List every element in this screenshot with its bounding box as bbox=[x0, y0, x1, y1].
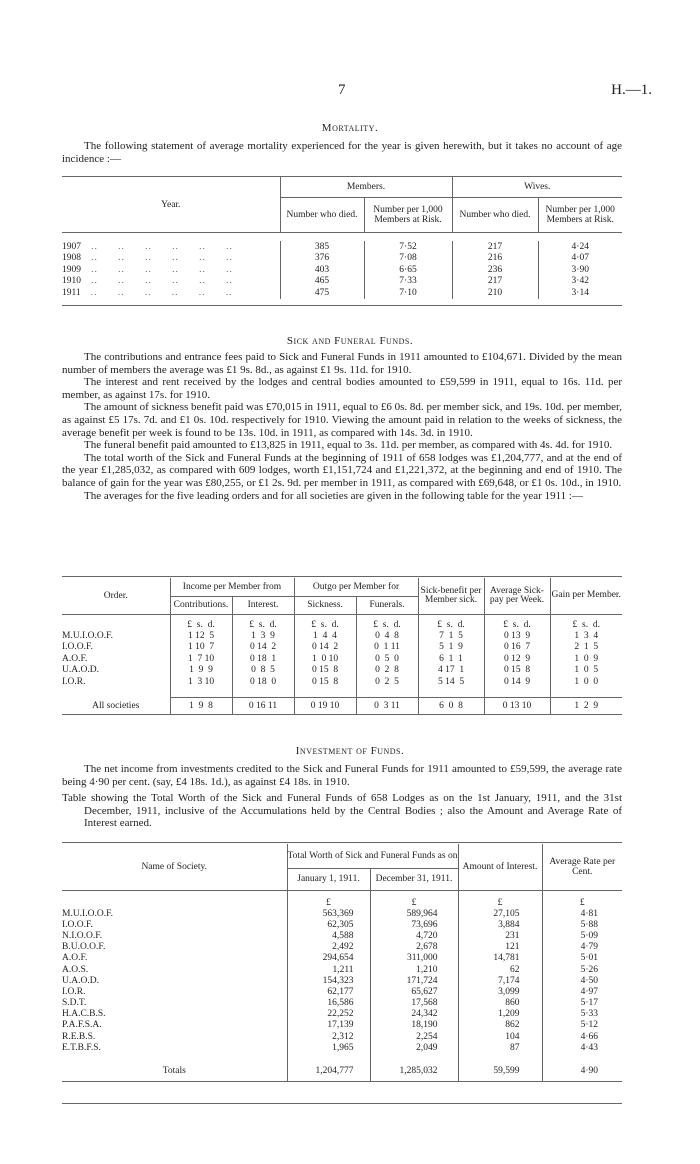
value-cell: 0 14 2 bbox=[232, 642, 294, 654]
society-name: I.O.R. bbox=[62, 986, 86, 997]
units-row bbox=[62, 614, 622, 630]
society-name-cell bbox=[62, 1031, 287, 1042]
amount-cell: 3,884 bbox=[458, 919, 542, 930]
wives-died-cell: 236 bbox=[452, 264, 538, 276]
society-name: B.U.O.O.F. bbox=[62, 942, 106, 953]
value-cell: 0 2 8 bbox=[356, 665, 418, 677]
units-cell: £ s. d. bbox=[484, 614, 550, 630]
value-cell: 1 3 10 bbox=[170, 676, 232, 688]
members-rate-cell: 7·10 bbox=[364, 287, 452, 299]
table-row bbox=[62, 1020, 622, 1031]
society-name: S.D.T. bbox=[62, 998, 87, 1009]
amount-cell: 1,209 bbox=[458, 1009, 542, 1020]
year-cell bbox=[62, 276, 280, 288]
year-value: 1909 bbox=[62, 264, 81, 275]
order-name-cell bbox=[62, 653, 170, 665]
society-name-cell bbox=[62, 919, 287, 930]
group-wives: Wives. bbox=[452, 177, 622, 197]
blank-cell bbox=[62, 890, 287, 908]
spacer-row bbox=[62, 1053, 622, 1061]
value-cell: 2 1 5 bbox=[550, 642, 622, 654]
amount-cell: 59,599 bbox=[458, 1061, 542, 1081]
december-cell: 65,627 bbox=[370, 986, 458, 997]
col-society-name: Name of Society. bbox=[141, 862, 208, 872]
rule bbox=[62, 1081, 622, 1082]
january-cell: 154,323 bbox=[287, 975, 370, 986]
order-name: I.O.O.F. bbox=[62, 642, 93, 653]
society-name: N.I.O.O.F. bbox=[62, 930, 103, 941]
rate-cell: 4·43 bbox=[542, 1042, 622, 1053]
pound-cell: £ bbox=[542, 890, 622, 908]
december-cell: 1,210 bbox=[370, 964, 458, 975]
units-cell: £ s. d. bbox=[232, 614, 294, 630]
rate-cell: 5·09 bbox=[542, 930, 622, 941]
units-cell: £ s. d. bbox=[170, 614, 232, 630]
value-cell: 0 19 10 bbox=[294, 698, 356, 714]
value-cell: 0 15 8 bbox=[294, 665, 356, 677]
order-name-cell bbox=[62, 630, 170, 642]
blank-cell bbox=[356, 688, 418, 698]
rule bbox=[62, 576, 622, 577]
wives-rate-cell: 3·90 bbox=[538, 264, 622, 276]
table-row bbox=[62, 919, 622, 930]
value-cell: 1 0 10 bbox=[294, 653, 356, 665]
wives-rate-cell: 4·07 bbox=[538, 253, 622, 265]
table-row bbox=[62, 986, 622, 997]
society-name-cell bbox=[62, 953, 287, 964]
society-name: P.A.F.S.A. bbox=[62, 1020, 102, 1031]
investment-rows bbox=[62, 890, 622, 1081]
value-cell: 0 14 9 bbox=[484, 676, 550, 688]
january-cell: 22,252 bbox=[287, 1009, 370, 1020]
rule bbox=[62, 305, 622, 306]
units-cell: £ s. d. bbox=[418, 614, 484, 630]
order-name: A.O.F. bbox=[62, 653, 88, 664]
january-cell: 1,965 bbox=[287, 1042, 370, 1053]
table-row bbox=[62, 287, 622, 299]
value-cell: 1 3 4 bbox=[550, 630, 622, 642]
society-name-cell bbox=[62, 1020, 287, 1031]
value-cell: 1 12 5 bbox=[170, 630, 232, 642]
year-value: 1907 bbox=[62, 241, 81, 252]
sick-paragraph-3: The amount of sickness benefit paid was £70,015 in 1911, equal to £6 0s. 8d. per member sick, and 19s. 10d. per member, as against £5 17s. 7d. and £1 0s. 10d. respectively for 1910. Viewing the amount paid in relation to the weeks of sickness, the average benefit per week is found to be 13s. 10d. in 1911, as compared with 14s. 3d. in 1910. bbox=[62, 401, 622, 439]
value-cell: 7 1 5 bbox=[418, 630, 484, 642]
year-cell bbox=[62, 287, 280, 299]
col-funerals: Funerals. bbox=[356, 596, 418, 614]
all-societies-row bbox=[62, 698, 622, 714]
leader-dots: .. .. .. .. .. .. bbox=[81, 276, 233, 287]
december-cell: 2,049 bbox=[370, 1042, 458, 1053]
value-cell: 0 18 0 bbox=[232, 676, 294, 688]
pound-cell: £ bbox=[287, 890, 370, 908]
december-cell: 4,720 bbox=[370, 930, 458, 941]
rate-cell: 5·88 bbox=[542, 919, 622, 930]
year-value: 1911 bbox=[62, 287, 81, 298]
january-cell: 563,369 bbox=[287, 908, 370, 919]
col-order: Order. bbox=[103, 591, 128, 601]
mortality-heading: Mortality. bbox=[321, 122, 379, 134]
table-row bbox=[62, 665, 622, 677]
sick-funds-text bbox=[62, 351, 622, 502]
table-row bbox=[62, 1042, 622, 1053]
december-cell: 18,190 bbox=[370, 1020, 458, 1031]
table-row bbox=[62, 653, 622, 665]
table-row bbox=[62, 241, 622, 253]
blank-cell bbox=[232, 688, 294, 698]
december-cell: 2,678 bbox=[370, 942, 458, 953]
mortality-intro bbox=[62, 140, 622, 165]
society-name: E.T.B.F.S. bbox=[62, 1042, 101, 1053]
group-members: Members. bbox=[280, 177, 452, 197]
value-cell: 0 8 5 bbox=[232, 665, 294, 677]
december-cell: 2,254 bbox=[370, 1031, 458, 1042]
order-name-cell bbox=[62, 665, 170, 677]
january-cell: 1,204,777 bbox=[287, 1061, 370, 1081]
blank-cell bbox=[542, 1053, 622, 1061]
blank-cell bbox=[370, 1053, 458, 1061]
value-cell: 0 18 1 bbox=[232, 653, 294, 665]
col-gain: Gain per Member. bbox=[550, 578, 622, 614]
order-name: I.O.R. bbox=[62, 676, 86, 687]
group-income: Income per Member from bbox=[170, 578, 294, 596]
order-name: M.U.I.O.O.F. bbox=[62, 630, 113, 641]
amount-cell: 14,781 bbox=[458, 953, 542, 964]
blank-cell bbox=[418, 688, 484, 698]
value-cell: 1 9 8 bbox=[170, 698, 232, 714]
table-row bbox=[62, 642, 622, 654]
col-wives-died: Number who died. bbox=[452, 197, 538, 233]
table-row bbox=[62, 908, 622, 919]
amount-cell: 104 bbox=[458, 1031, 542, 1042]
all-societies-label: All societies bbox=[92, 700, 140, 711]
table-row bbox=[62, 975, 622, 986]
january-cell: 16,586 bbox=[287, 998, 370, 1009]
col-wives-rate: Number per 1,000 Members at Risk. bbox=[538, 197, 622, 233]
rule bbox=[62, 890, 622, 891]
society-name-cell bbox=[62, 1042, 287, 1053]
amount-cell: 87 bbox=[458, 1042, 542, 1053]
table-row bbox=[62, 953, 622, 964]
rate-cell: 4·79 bbox=[542, 942, 622, 953]
pound-cell: £ bbox=[370, 890, 458, 908]
society-name-cell bbox=[62, 986, 287, 997]
december-cell: 589,964 bbox=[370, 908, 458, 919]
year-cell bbox=[62, 253, 280, 265]
society-name: A.O.F. bbox=[62, 953, 88, 964]
wives-died-cell: 217 bbox=[452, 241, 538, 253]
sick-funds-heading: Sick and Funeral Funds. bbox=[286, 335, 414, 347]
society-name-cell bbox=[62, 908, 287, 919]
sick-paragraph-4: The funeral benefit paid amounted to £13,825 in 1911, equal to 3s. 11d. per member, as compared with 4s. 4d. for 1910. bbox=[84, 439, 613, 452]
wives-rate-cell: 3·42 bbox=[538, 276, 622, 288]
rate-cell: 5·17 bbox=[542, 998, 622, 1009]
units-cell: £ s. d. bbox=[356, 614, 418, 630]
order-name-cell bbox=[62, 642, 170, 654]
value-cell: 0 2 5 bbox=[356, 676, 418, 688]
amount-cell: 860 bbox=[458, 998, 542, 1009]
order-name-cell bbox=[62, 676, 170, 688]
members-rate-cell: 7·52 bbox=[364, 241, 452, 253]
investment-paragraph-1: The net income from investments credited to the Sick and Funeral Funds for 1911 amounted to £59,599, the average rate being 4·90 per cent. (say, £4 18s. 1d.), as against £4 18s. in 1910. bbox=[62, 763, 622, 788]
col-avg-sick-pay: Average Sick-pay per Week. bbox=[484, 578, 550, 614]
amount-cell: 862 bbox=[458, 1020, 542, 1031]
society-name: A.O.S. bbox=[62, 964, 89, 975]
members-died-cell: 385 bbox=[280, 241, 364, 253]
members-died-cell: 403 bbox=[280, 264, 364, 276]
value-cell: 1 3 9 bbox=[232, 630, 294, 642]
rate-cell: 5·26 bbox=[542, 964, 622, 975]
year-value: 1908 bbox=[62, 253, 81, 264]
value-cell: 0 12 9 bbox=[484, 653, 550, 665]
society-name: I.O.O.F. bbox=[62, 919, 93, 930]
value-cell: 5 14 5 bbox=[418, 676, 484, 688]
col-december: December 31, 1911. bbox=[370, 868, 458, 890]
totals-row bbox=[62, 1061, 622, 1081]
blank-cell bbox=[294, 688, 356, 698]
col-sick-benefit: Sick-benefit per Member sick. bbox=[418, 578, 484, 614]
page-number: 7 bbox=[338, 82, 346, 98]
table-row bbox=[62, 1031, 622, 1042]
december-cell: 24,342 bbox=[370, 1009, 458, 1020]
amount-cell: 231 bbox=[458, 930, 542, 941]
pound-cell: £ bbox=[458, 890, 542, 908]
amount-cell: 27,105 bbox=[458, 908, 542, 919]
units-cell: £ s. d. bbox=[294, 614, 356, 630]
value-cell: 6 0 8 bbox=[418, 698, 484, 714]
rule bbox=[62, 714, 622, 715]
mortality-rows bbox=[62, 233, 622, 299]
blank-cell bbox=[287, 1053, 370, 1061]
rule bbox=[62, 614, 622, 615]
units-cell: £ s. d. bbox=[550, 614, 622, 630]
value-cell: 4 17 1 bbox=[418, 665, 484, 677]
col-contributions: Contributions. bbox=[170, 596, 232, 614]
table-row bbox=[62, 264, 622, 276]
leader-dots: .. .. .. .. .. .. bbox=[81, 253, 233, 264]
wives-rate-cell: 4·24 bbox=[538, 241, 622, 253]
december-cell: 73,696 bbox=[370, 919, 458, 930]
value-cell: 0 16 11 bbox=[232, 698, 294, 714]
orders-rows bbox=[62, 614, 622, 714]
members-rate-cell: 6·65 bbox=[364, 264, 452, 276]
january-cell: 1,211 bbox=[287, 964, 370, 975]
col-amount-interest: Amount of Interest. bbox=[458, 844, 542, 890]
sick-paragraph-1: The contributions and entrance fees paid to Sick and Funeral Funds in 1911 amounted to £104,671. Divided by the mean number of members the average was £1 9s. 8d., as against £1 9s. 11d. for 1910. bbox=[62, 351, 622, 376]
orders-table bbox=[62, 578, 622, 714]
value-cell: 1 7 10 bbox=[170, 653, 232, 665]
value-cell: 0 15 8 bbox=[294, 676, 356, 688]
society-name: M.U.I.O.O.F. bbox=[62, 908, 113, 919]
blank-cell bbox=[62, 1053, 287, 1061]
amount-cell: 62 bbox=[458, 964, 542, 975]
group-outgo: Outgo per Member for bbox=[294, 578, 418, 596]
society-name-cell bbox=[62, 975, 287, 986]
wives-died-cell: 210 bbox=[452, 287, 538, 299]
value-cell: 1 4 4 bbox=[294, 630, 356, 642]
order-name: U.A.O.D. bbox=[62, 665, 99, 676]
col-avg-rate: Average Rate per Cent. bbox=[542, 844, 622, 890]
blank-cell bbox=[458, 1053, 542, 1061]
units-row bbox=[62, 890, 622, 908]
wives-rate-cell: 3·14 bbox=[538, 287, 622, 299]
table-row bbox=[62, 998, 622, 1009]
january-cell: 17,139 bbox=[287, 1020, 370, 1031]
blank-cell bbox=[170, 688, 232, 698]
leader-dots: .. .. .. .. .. .. bbox=[80, 287, 233, 298]
sick-paragraph-6: The averages for the five leading orders and for all societies are given in the following table for the year 1911 :— bbox=[84, 489, 583, 502]
col-year: Year. bbox=[161, 200, 181, 210]
members-rate-cell: 7·08 bbox=[364, 253, 452, 265]
december-cell: 1,285,032 bbox=[370, 1061, 458, 1081]
members-died-cell: 475 bbox=[280, 287, 364, 299]
investment-table bbox=[62, 844, 622, 1081]
leader-dots: .. .. .. .. .. .. bbox=[81, 241, 233, 252]
table-row bbox=[62, 676, 622, 688]
spacer-row bbox=[62, 233, 622, 241]
amount-cell: 7,174 bbox=[458, 975, 542, 986]
rule bbox=[62, 1103, 622, 1104]
col-sickness: Sickness. bbox=[294, 596, 356, 614]
january-cell: 4,588 bbox=[287, 930, 370, 941]
table-row bbox=[62, 930, 622, 941]
value-cell: 0 14 2 bbox=[294, 642, 356, 654]
members-died-cell: 465 bbox=[280, 276, 364, 288]
value-cell: 0 1 11 bbox=[356, 642, 418, 654]
value-cell: 1 9 9 bbox=[170, 665, 232, 677]
document-reference: H.—1. bbox=[611, 82, 652, 98]
wives-died-cell: 217 bbox=[452, 276, 538, 288]
society-name-cell bbox=[62, 930, 287, 941]
rule bbox=[62, 842, 622, 843]
rate-cell: 4·97 bbox=[542, 986, 622, 997]
rate-cell: 4·81 bbox=[542, 908, 622, 919]
value-cell: 0 3 11 bbox=[356, 698, 418, 714]
table-row bbox=[62, 630, 622, 642]
sick-paragraph-5: The total worth of the Sick and Funeral Funds at the beginning of 1911 of 658 lodges was £1,204,777, and at the end of the year £1,285,032, as compared with 609 lodges, worth £1,151,724 and £1,221,372, at the beginning and end of 1910. The balance of gain for the year was £80,255, or £1 2s. 9d. per member in 1911, as compared with £69,648, or £1 0s. 10d., in 1910. bbox=[62, 451, 622, 489]
rate-cell: 4·66 bbox=[542, 1031, 622, 1042]
value-cell: 0 13 9 bbox=[484, 630, 550, 642]
december-cell: 17,568 bbox=[370, 998, 458, 1009]
amount-cell: 3,099 bbox=[458, 986, 542, 997]
society-name-cell bbox=[62, 942, 287, 953]
rate-cell: 4·50 bbox=[542, 975, 622, 986]
society-name-cell bbox=[62, 964, 287, 975]
january-cell: 2,492 bbox=[287, 942, 370, 953]
investment-text bbox=[62, 763, 622, 830]
members-rate-cell: 7·33 bbox=[364, 276, 452, 288]
col-members-rate: Number per 1,000 Members at Risk. bbox=[364, 197, 452, 233]
society-name-cell bbox=[62, 998, 287, 1009]
rate-cell: 4·90 bbox=[542, 1061, 622, 1081]
year-cell bbox=[62, 241, 280, 253]
value-cell: 0 13 10 bbox=[484, 698, 550, 714]
rate-cell: 5·01 bbox=[542, 953, 622, 964]
blank-cell bbox=[484, 688, 550, 698]
society-name: R.E.B.S. bbox=[62, 1031, 96, 1042]
leader-dots: .. .. .. .. .. .. bbox=[81, 264, 233, 275]
value-cell: 0 16 7 bbox=[484, 642, 550, 654]
january-cell: 2,312 bbox=[287, 1031, 370, 1042]
year-cell bbox=[62, 264, 280, 276]
investment-heading: Investment of Funds. bbox=[295, 745, 405, 757]
value-cell: 5 1 9 bbox=[418, 642, 484, 654]
value-cell: 1 0 9 bbox=[550, 653, 622, 665]
december-cell: 171,724 bbox=[370, 975, 458, 986]
table-row bbox=[62, 942, 622, 953]
blank-cell bbox=[62, 688, 170, 698]
value-cell: 6 1 1 bbox=[418, 653, 484, 665]
society-name: U.A.O.D. bbox=[62, 975, 99, 986]
value-cell: 1 0 0 bbox=[550, 676, 622, 688]
january-cell: 62,305 bbox=[287, 919, 370, 930]
amount-cell: 121 bbox=[458, 942, 542, 953]
rate-cell: 5·12 bbox=[542, 1020, 622, 1031]
year-value: 1910 bbox=[62, 276, 81, 287]
col-interest: Interest. bbox=[232, 596, 294, 614]
january-cell: 62,177 bbox=[287, 986, 370, 997]
col-members-died: Number who died. bbox=[280, 197, 364, 233]
totals-label: Totals bbox=[162, 1066, 186, 1077]
value-cell: 0 4 8 bbox=[356, 630, 418, 642]
value-cell: 0 15 8 bbox=[484, 665, 550, 677]
table-row bbox=[62, 253, 622, 265]
society-name-cell bbox=[62, 1009, 287, 1020]
value-cell: 1 0 5 bbox=[550, 665, 622, 677]
group-total-worth: Total Worth of Sick and Funeral Funds as on bbox=[287, 844, 458, 868]
table-row bbox=[62, 276, 622, 288]
table-row bbox=[62, 964, 622, 975]
members-died-cell: 376 bbox=[280, 253, 364, 265]
rate-cell: 5·33 bbox=[542, 1009, 622, 1020]
blank-cell bbox=[550, 688, 622, 698]
page-header bbox=[0, 82, 700, 102]
spacer-row bbox=[62, 688, 622, 698]
table-row bbox=[62, 1009, 622, 1020]
mortality-table bbox=[62, 177, 622, 299]
mortality-intro-text: The following statement of average mortality experienced for the year is given herewith, but it takes no account of age incidence :— bbox=[62, 140, 622, 165]
sick-paragraph-2: The interest and rent received by the lodges and central bodies amounted to £59,599 in 1911, equal to 16s. 11d. per member, as against 17s. for 1910. bbox=[62, 376, 622, 401]
january-cell: 294,654 bbox=[287, 953, 370, 964]
value-cell: 1 10 7 bbox=[170, 642, 232, 654]
society-name: H.A.C.B.S. bbox=[62, 1009, 106, 1020]
value-cell: 1 2 9 bbox=[550, 698, 622, 714]
col-january: January 1, 1911. bbox=[287, 868, 370, 890]
wives-died-cell: 216 bbox=[452, 253, 538, 265]
blank-cell bbox=[62, 614, 170, 630]
rule bbox=[62, 232, 622, 233]
investment-table-caption: Table showing the Total Worth of the Sick and Funeral Funds of 658 Lodges as on the 1st January, 1911, and the 31st December, 1911, inclusive of the Accumulations held by the Central Bodies ; also the Amount and Average Rate of Interest earned. bbox=[62, 792, 622, 830]
value-cell: 0 5 0 bbox=[356, 653, 418, 665]
december-cell: 311,000 bbox=[370, 953, 458, 964]
